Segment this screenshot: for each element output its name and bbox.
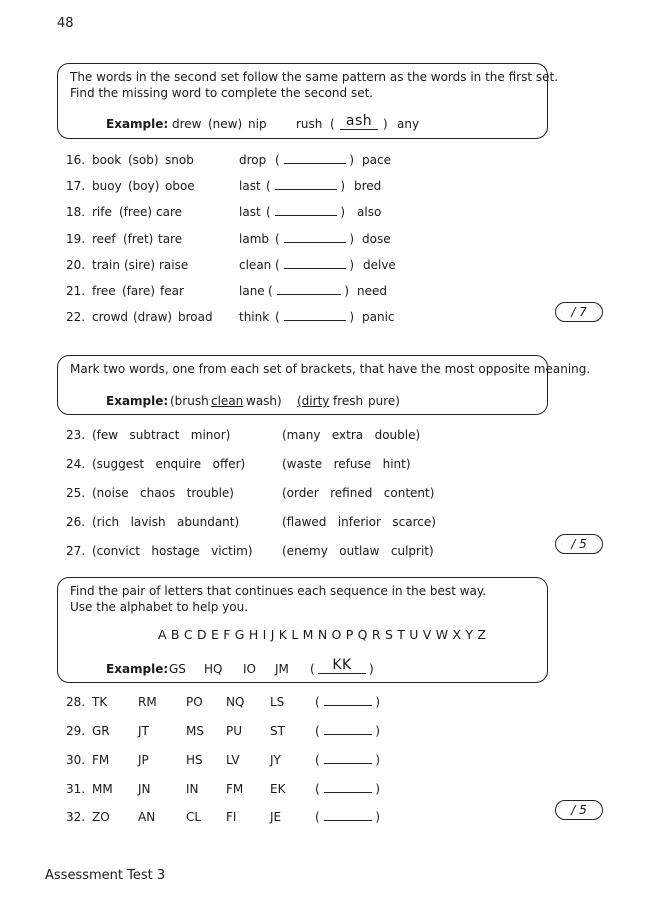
word-set-left[interactable]: (convict hostage victim) [92, 544, 253, 558]
letter-pair: JT [138, 724, 149, 738]
question-number: 30. [66, 753, 86, 767]
question-number: 23. [66, 428, 86, 442]
section1-score-box: / 7 [555, 302, 603, 322]
word: lane [239, 284, 265, 298]
letter-pair: FM [92, 753, 110, 767]
question-number: 26. [66, 515, 86, 529]
example-pair: IO [243, 662, 256, 676]
letter-pair: ST [270, 724, 285, 738]
question-number: 31. [66, 782, 86, 796]
question-number: 22. [66, 310, 86, 324]
example-word: drew [172, 117, 202, 131]
answer-blank[interactable]: ( ) [275, 232, 354, 246]
example-pair: JM [275, 662, 289, 676]
word-set-left[interactable]: (few subtract minor) [92, 428, 231, 442]
example-bracket: ( [310, 662, 315, 676]
word-set-left[interactable]: (rich lavish abundant) [92, 515, 240, 529]
question-number: 18. [66, 205, 86, 219]
word: (sire) [124, 258, 156, 272]
word: bred [354, 179, 382, 193]
question-number: 29. [66, 724, 86, 738]
word: book [92, 153, 122, 167]
section3-instruction-line2: Use the alphabet to help you. [70, 600, 249, 614]
footer-title: Assessment Test 3 [45, 868, 166, 883]
answer-blank[interactable]: ( ) [275, 310, 354, 324]
word: crowd [92, 310, 129, 324]
letter-pair: JN [138, 782, 151, 796]
word: tare [158, 232, 183, 246]
question-number: 24. [66, 457, 86, 471]
word-set-right[interactable]: (flawed inferior scarce) [282, 515, 436, 529]
answer-blank[interactable]: ( ) [315, 810, 380, 824]
example-bracket: ( [330, 117, 335, 131]
question-number: 19. [66, 232, 86, 246]
word: train [92, 258, 120, 272]
section2-score-box: / 5 [555, 534, 603, 554]
word: rife [92, 205, 112, 219]
example-word: pure) [368, 394, 400, 408]
word: (fare) [122, 284, 155, 298]
letter-pair: HS [186, 753, 203, 767]
answer-blank[interactable]: ( ) [268, 284, 349, 298]
example-answer: KK [318, 657, 366, 674]
example-pair: GS [169, 662, 186, 676]
answer-blank[interactable]: ( ) [315, 782, 380, 796]
word: need [357, 284, 387, 298]
question-number: 28. [66, 695, 86, 709]
word: fear [160, 284, 184, 298]
letter-pair: JY [270, 753, 281, 767]
alphabet-line: A B C D E F G H I J K L M N O P Q R S T U V W X Y Z [158, 627, 487, 642]
word: panic [362, 310, 395, 324]
letter-pair: EK [270, 782, 286, 796]
letter-pair: MS [186, 724, 204, 738]
letter-pair: FI [226, 810, 237, 824]
question-number: 17. [66, 179, 86, 193]
answer-blank[interactable]: ( ) [275, 258, 354, 272]
letter-pair: PU [226, 724, 243, 738]
word-set-left[interactable]: (noise chaos trouble) [92, 486, 234, 500]
letter-pair: RM [138, 695, 157, 709]
word: reef [92, 232, 116, 246]
example-word: nip [248, 117, 267, 131]
word: (sob) [128, 153, 159, 167]
section3-instruction-line1: Find the pair of letters that continues each sequence in the best way. [70, 584, 487, 598]
word: broad [178, 310, 213, 324]
word: (free) [119, 205, 153, 219]
example-bracket: ) [369, 662, 374, 676]
letter-pair: JE [270, 810, 282, 824]
letter-pair: GR [92, 724, 110, 738]
page-number: 48 [57, 16, 74, 31]
example-word-marked: (dirty [297, 394, 330, 408]
example-word: wash) [246, 394, 282, 408]
word: lamb [239, 232, 269, 246]
word: raise [159, 258, 189, 272]
example-answer: ash [340, 113, 378, 130]
example-word: rush [296, 117, 323, 131]
letter-pair: TK [92, 695, 108, 709]
word: care [156, 205, 183, 219]
example-word: any [397, 117, 420, 131]
letter-pair: MM [92, 782, 113, 796]
answer-blank[interactable]: ( ) [315, 753, 380, 767]
word: last [239, 205, 261, 219]
word: (boy) [128, 179, 160, 193]
answer-blank[interactable]: ( ) [275, 153, 354, 167]
answer-blank[interactable]: ( ) [315, 724, 380, 738]
word: dose [362, 232, 391, 246]
question-number: 25. [66, 486, 86, 500]
example-pair: HQ [204, 662, 223, 676]
word: delve [363, 258, 396, 272]
word: also [357, 205, 382, 219]
word: oboe [165, 179, 195, 193]
word: clean [239, 258, 272, 272]
letter-pair: CL [186, 810, 202, 824]
word-set-right[interactable]: (order refined content) [282, 486, 435, 500]
word: pace [362, 153, 391, 167]
question-number: 21. [66, 284, 86, 298]
word: last [239, 179, 261, 193]
word: free [92, 284, 116, 298]
example-label: Example: [106, 394, 169, 408]
example-label: Example: [106, 117, 169, 131]
letter-pair: IN [186, 782, 199, 796]
section1-instruction-line1: The words in the second set follow the same pattern as the words in the first set. [70, 70, 559, 84]
example-word-marked: clean [211, 394, 244, 408]
word-set-right[interactable]: (many extra double) [282, 428, 421, 442]
word: snob [165, 153, 194, 167]
word: (fret) [123, 232, 154, 246]
letter-pair: ZO [92, 810, 110, 824]
example-label: Example: [106, 662, 169, 676]
word: buoy [92, 179, 122, 193]
answer-blank[interactable]: ( ) [266, 205, 345, 219]
word: think [239, 310, 270, 324]
word-set-right[interactable]: (enemy outlaw culprit) [282, 544, 434, 558]
letter-pair: PO [186, 695, 203, 709]
letter-pair: LS [270, 695, 285, 709]
question-number: 27. [66, 544, 86, 558]
word-set-right[interactable]: (waste refuse hint) [282, 457, 411, 471]
word: drop [239, 153, 267, 167]
letter-pair: LV [226, 753, 240, 767]
example-word: fresh [333, 394, 364, 408]
question-number: 20. [66, 258, 86, 272]
answer-blank[interactable]: ( ) [266, 179, 345, 193]
letter-pair: JP [138, 753, 149, 767]
word: (draw) [133, 310, 173, 324]
answer-blank[interactable]: ( ) [315, 695, 380, 709]
question-number: 16. [66, 153, 86, 167]
letter-pair: AN [138, 810, 156, 824]
example-bracket: ) [383, 117, 388, 131]
word-set-left[interactable]: (suggest enquire offer) [92, 457, 246, 471]
letter-pair: FM [226, 782, 244, 796]
section2-instruction: Mark two words, one from each set of brackets, that have the most opposite meaning. [70, 362, 591, 376]
example-word: (brush [170, 394, 209, 408]
letter-pair: NQ [226, 695, 245, 709]
section1-instruction-line2: Find the missing word to complete the second set. [70, 86, 374, 100]
example-word: (new) [208, 117, 243, 131]
section3-score-box: / 5 [555, 800, 603, 820]
question-number: 32. [66, 810, 86, 824]
